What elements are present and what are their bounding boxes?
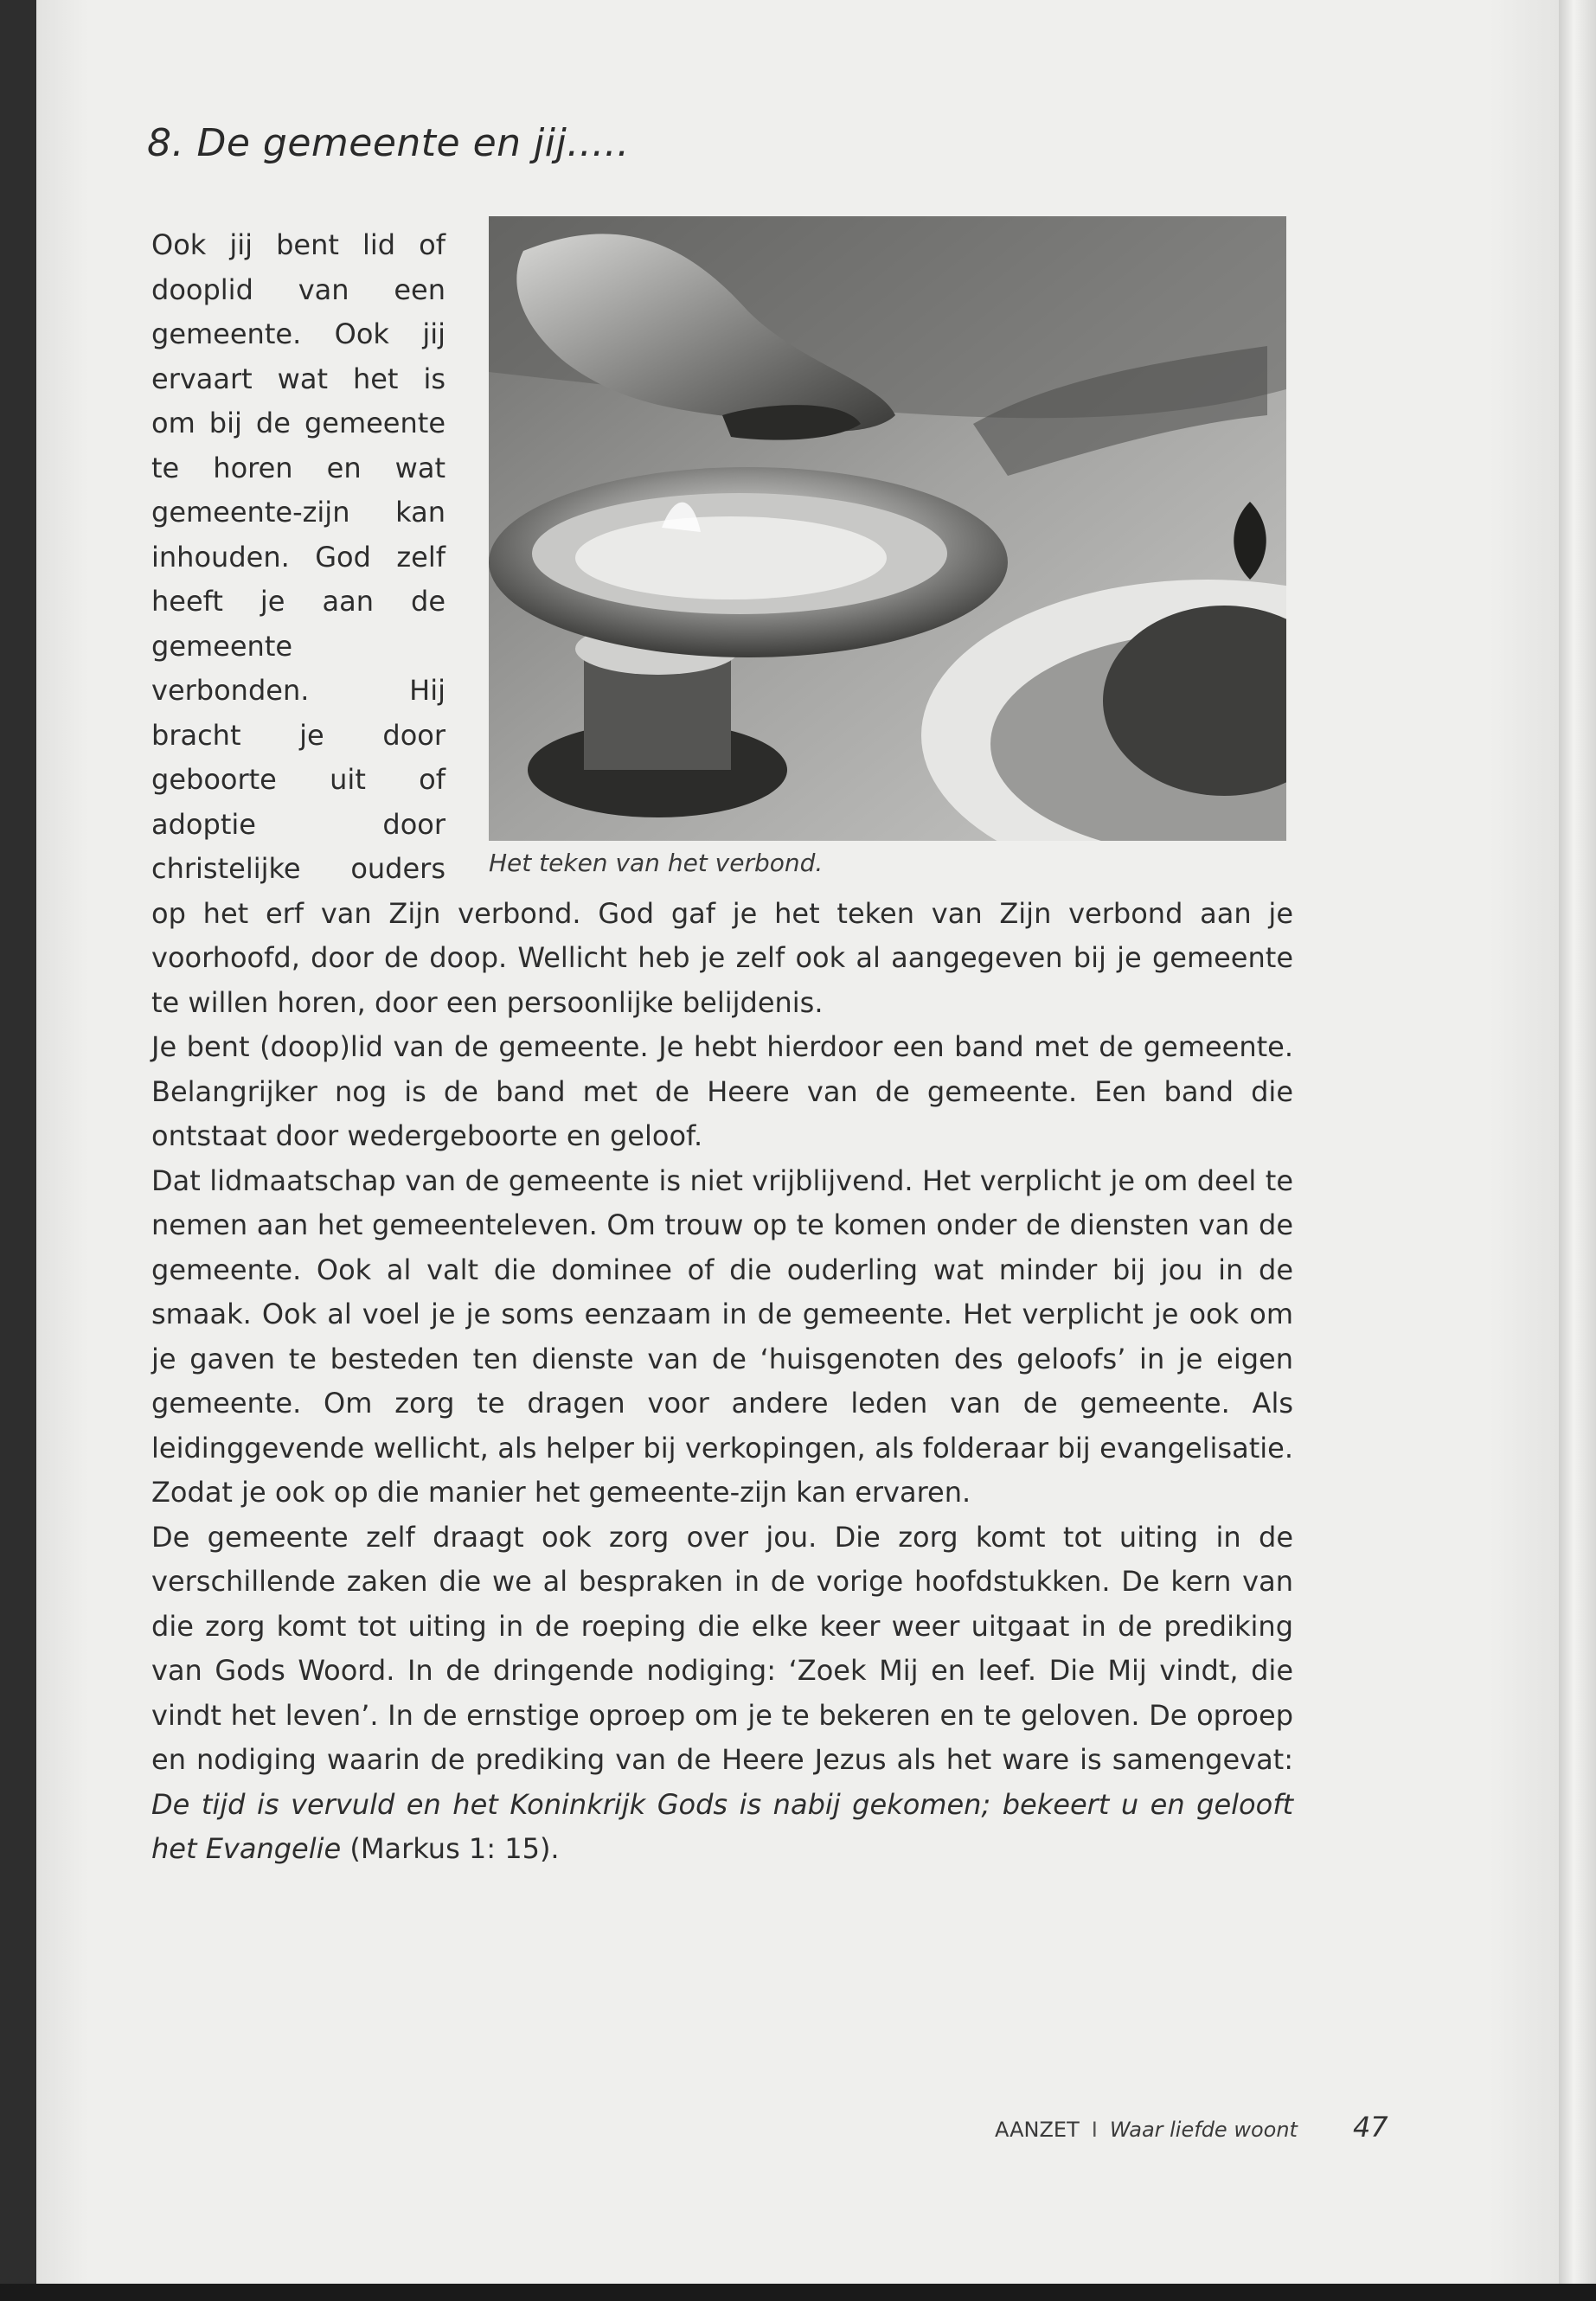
page-number: 47: [1352, 2111, 1388, 2144]
footer-separator: I: [1091, 2118, 1098, 2142]
figure: [489, 223, 1293, 881]
footer-series: AANZET: [995, 2118, 1080, 2142]
scripture-quote: De tijd is vervuld en het Koninkrijk Gods is nabij gekomen; bekeert u en gelooft het Evangelie: [151, 1787, 1293, 1865]
paragraph-1: Ook jij bent lid of dooplid van een gemeente. Ook jij ervaart wat het is om bij de gemeente te horen en wat gemeente-zijn kan inhouden. God zelf heeft je aan de gemeente verbonden. Hij bracht je door geboorte uit of adoptie door christelijke ouders op het erf van Zijn verbond. God gaf je het teken van Zijn verbond aan je voorhoofd, door de doop. Wellicht heb je zelf ook al aangegeven bij je gemeente te willen horen, door een persoonlijke belijdenis.: [151, 228, 1293, 1019]
paragraph-3: Dat lidmaatschap van de gemeente is niet vrijblijvend. Het verplicht je om deel te nemen aan het gemeenteleven. Om trouw op te komen onder de diensten van de gemeente. Ook al valt die dominee of die ouderling wat minder bij jou in de smaak. Ook al voel je je soms eenzaam in de gemeente. Het verplicht je ook om je gaven te besteden ten dienste van de ‘huisgenoten des geloofs’ in je eigen gemeente. Om zorg te dragen voor andere leden van de gemeente. Als leidinggevende wellicht, als helper bij verkopingen, als folderaar bij evangelisatie. Zodat je ook op die manier het gemeente-zijn kan ervaren.: [151, 1163, 1293, 1509]
scripture-reference: (Markus 1: 15).: [341, 1832, 560, 1865]
page-edge: [1559, 0, 1596, 2301]
running-footer: [995, 2111, 1410, 2145]
body-text: [151, 223, 1293, 1872]
baptism-photo: [489, 216, 1286, 841]
paragraph-4: [151, 1516, 1293, 1872]
scan-border: [0, 2284, 1596, 2301]
footer-subtitle: Waar liefde woont: [1109, 2118, 1298, 2142]
figure-caption: Het teken van het verbond.: [489, 849, 824, 877]
paragraph-2: Je bent (doop)lid van de gemeente. Je hebt hierdoor een band met de gemeente. Belangrijker nog is de band met de Heere van de gemeente. Een band die ontstaat door wedergeboorte en geloof.: [151, 1030, 1293, 1152]
section-heading: 8. De gemeente en jij.....: [147, 121, 630, 165]
paragraph-4-text: De gemeente zelf draagt ook zorg over jou. Die zorg komt tot uiting in de verschillende zaken die we al bespraken in de vorige hoofdstukken. De kern van die zorg komt tot uiting in de roeping die elke keer weer uitgaat in de prediking van Gods Woord. In de dringende nodiging: ‘Zoek Mij en leef. Die Mij vindt, die vindt het leven’. In de ernstige oproep om je te bekeren en te geloven. De oproep en nodiging waarin de prediking van de Heere Jezus als het ware is samengevat:: [151, 1520, 1293, 1776]
